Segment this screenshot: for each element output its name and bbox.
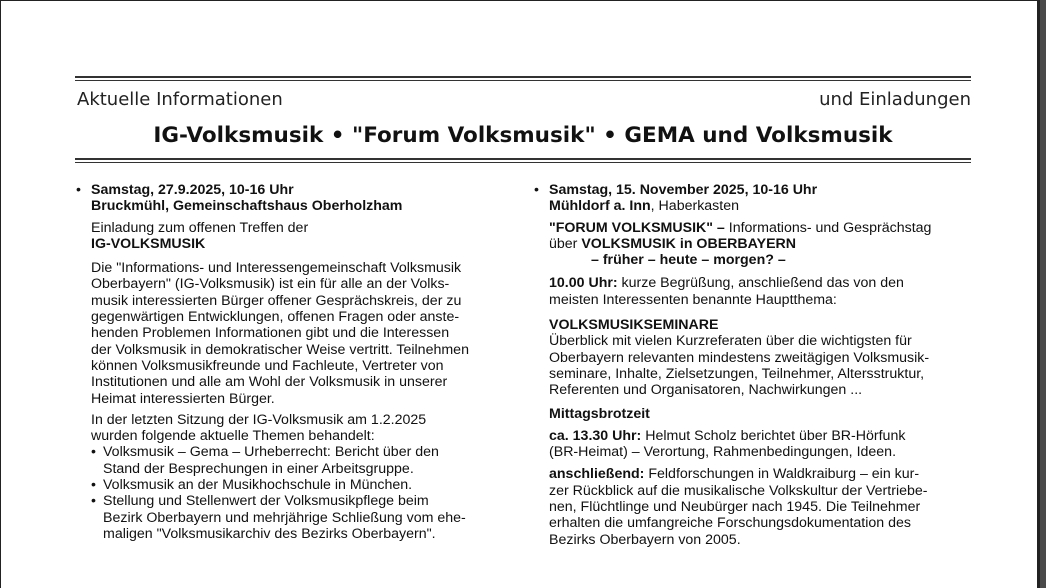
seminar-heading: VOLKSMUSIKSEMINARE (549, 317, 719, 334)
right-event-body (534, 220, 979, 548)
header-left-text: Aktuelle Informationen (77, 89, 283, 110)
left-event-date: Samstag, 27.9.2025, 10-16 Uhr (91, 182, 294, 198)
place-name: Mühldorf a. Inn (549, 198, 651, 215)
header-right-text: und Einladungen (819, 89, 971, 110)
schedule-text: (BR-Heimat) – Verortung, Rahmenbedingungen, Ideen. (549, 444, 897, 461)
header-subline (77, 89, 971, 110)
left-event-place: Bruckmühl, Gemeinschaftshaus Oberholzham (91, 198, 403, 215)
lunch-label: Mittagsbrotzeit (549, 405, 650, 422)
bullet-icon: • (91, 444, 96, 461)
topic-name: VOLKSMUSIK in OBERBAYERN (581, 235, 797, 252)
desc-line: gegenwärtigen Entwicklungen, offenen Fragen oder anste- (91, 309, 460, 326)
left-description (91, 260, 526, 407)
topic-prefix: über (549, 235, 582, 252)
seminar-line: Überblick mit vielen Kurzreferaten über die wichtigsten für (549, 333, 912, 350)
seminar-line: Referenten und Organisatoren, Nachwirkungen ... (549, 382, 863, 399)
list-item-line: Stellung und Stellenwert der Volksmusikpflege beim (103, 493, 429, 510)
schedule-item-1 (549, 275, 979, 308)
left-column (76, 182, 526, 542)
desc-line: Oberbayern" (IG-Volksmusik) ist ein für alle an der Volks- (91, 276, 450, 293)
schedule-text: kurze Begrüßung, anschließend das von den (617, 275, 904, 292)
session-line: wurden folgende aktuelle Themen behandelt: (91, 428, 375, 445)
bullet-icon: • (534, 182, 539, 198)
schedule-text: Helmut Scholz berichtet über BR-Hörfunk (641, 427, 906, 444)
desc-line: Institutionen und alle am Wohl der Volksmusik in unserer (91, 374, 448, 391)
bullet-icon: • (91, 493, 96, 510)
forum-name: "FORUM VOLKSMUSIK" – (549, 219, 725, 236)
desc-line: Die "Informations- und Interessengemeinschaft Volksmusik (91, 260, 462, 277)
schedule-text: meisten Interessenten benannte Hauptthema: (549, 291, 837, 308)
bullet-icon: • (76, 182, 81, 198)
seminar-line: Oberbayern relevanten mindestens zweitägigen Volksmusik- (549, 349, 930, 366)
topic-line (549, 236, 979, 252)
desc-line: Heimat interessierten Bürger. (91, 390, 275, 407)
seminar-line: seminare, Inhalte, Zielsetzungen, Teilnehmer, Altersstruktur, (549, 365, 925, 382)
schedule-item-3 (549, 466, 979, 547)
desc-line: der Volksmusik in demokratischer Weise vertritt. Teilnehmen (91, 341, 469, 358)
list-item (91, 477, 526, 493)
header-top-rule (75, 76, 971, 81)
bullet-icon: • (91, 477, 96, 494)
left-event-header (76, 182, 526, 215)
schedule-text: Feldforschungen in Waldkraiburg – ein kur- (644, 466, 920, 483)
right-event-place (549, 198, 979, 214)
forum-desc: Informations- und Gesprächstag (724, 219, 932, 236)
header-bottom-rule (75, 158, 971, 163)
left-org-name: IG-VOLKSMUSIK (91, 235, 206, 252)
schedule-time: anschließend: (549, 466, 645, 483)
right-event-header (534, 182, 979, 215)
forum-line (549, 220, 979, 236)
schedule-time: ca. 13.30 Uhr: (549, 427, 642, 444)
list-item-line: Volksmusik – Gema – Urheberrecht: Bericht über den (103, 444, 439, 461)
list-item (91, 493, 526, 542)
seminar-section (549, 317, 979, 398)
session-line: In der letzten Sitzung der IG-Volksmusik am 1.2.2025 (91, 411, 427, 428)
list-item-line: maligen "Volksmusikarchiv des Bezirks Oberbayern". (103, 525, 436, 542)
desc-line: henden Problemen Informationen gibt und die Interessen (91, 325, 450, 342)
left-topic-list (76, 444, 526, 542)
list-item-line: Stand der Besprechungen in einer Arbeitsgruppe. (103, 460, 414, 477)
list-item-line: Volksmusik an der Musikhochschule in München. (103, 477, 413, 494)
left-event-body (76, 220, 526, 445)
left-session-intro (91, 412, 526, 445)
desc-line: können Volksmusikfreunde und Fachleute, Vertreter von (91, 357, 444, 374)
left-invite-text: Einladung zum offenen Treffen der (91, 219, 309, 236)
topic-subtitle: – früher – heute – morgen? – (591, 252, 786, 269)
place-venue: , Haberkasten (650, 198, 739, 215)
right-event-date: Samstag, 15. November 2025, 10-16 Uhr (549, 182, 818, 198)
page-title: IG-Volksmusik • "Forum Volksmusik" • GEMA und Volksmusik (153, 123, 893, 148)
list-item (91, 444, 526, 477)
list-item-line: Bezirk Oberbayern und mehrjährige Schließung vom ehe- (103, 509, 466, 526)
desc-line: musik interessierten Bürger offener Gesprächskreis, der zu (91, 292, 462, 309)
schedule-text: erhalten die umfangreiche Forschungsdokumentation des (549, 515, 912, 532)
schedule-text: zer Rückblick auf die musikalische Volkskultur der Vertriebe- (549, 482, 928, 499)
schedule-text: nen, Flüchtlinge und Neubürger nach 1945. Die Teilnehmer (549, 499, 921, 516)
schedule-text: Bezirks Oberbayern von 2005. (549, 531, 741, 548)
schedule-item-2 (549, 428, 979, 461)
right-column (534, 182, 979, 548)
schedule-time: 10.00 Uhr: (549, 275, 618, 292)
